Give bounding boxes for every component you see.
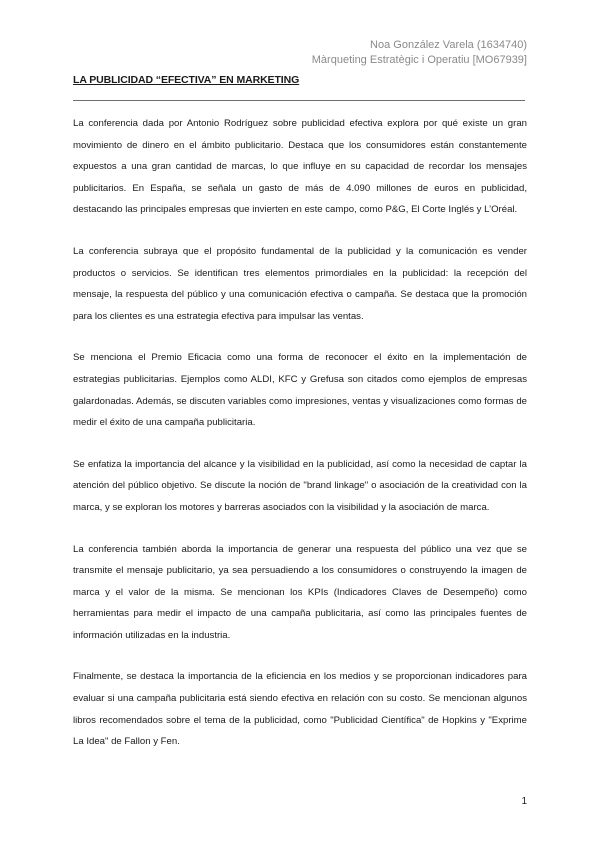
- title-divider: [73, 100, 525, 101]
- paragraph-4: Se enfatiza la importancia del alcance y la visibilidad en la publicidad, así como la necesidad de captar la atención del público objetivo. Se discute la noción de "brand linkage" o asociación de la creatividad con la marca, y se exploran los motores y barreras asociados con la visibilidad y la asociación de marca.: [73, 458, 527, 513]
- page-number: 1: [521, 796, 527, 807]
- paragraph-2: La conferencia subraya que el propósito fundamental de la publicidad y la comunicación es vender productos o servicios. Se identifican tres elementos primordiales en la publicidad: la recepción del mensaje, la respuesta del público y una comunicación efectiva o campaña. Se destaca que la promoción para los clientes es una estrategia efectiva para impulsar las ventas.: [73, 245, 527, 322]
- document-title: LA PUBLICIDAD “EFECTIVA” EN MARKETING: [73, 74, 300, 86]
- document-body: [73, 113, 527, 773]
- paragraph-6: Finalmente, se destaca la importancia de la eficiencia en los medios y se proporcionan indicadores para evaluar si una campaña publicitaria está siendo efectiva en relación con su costo. Se mencionan algunos libros recomendados sobre el tema de la publicidad, como "Publicidad Científica" de Hopkins y "Exprime La Idea" de Fallon y Fen.: [73, 671, 527, 748]
- author-line: Noa González Varela (1634740): [370, 39, 527, 51]
- paragraph-5: La conferencia también aborda la importancia de generar una respuesta del público una vez que se transmite el mensaje publicitario, ya sea persuadiendo a los consumidores o construyendo la imagen de marca y el valor de la misma. Se mencionan los KPIs (Indicadores Claves de Desempeño) como herramientas para medir el impacto de una campaña publicitaria, así como las principales fuentes de información utilizadas en la industria.: [73, 543, 527, 641]
- paragraph-1: La conferencia dada por Antonio Rodríguez sobre publicidad efectiva explora por qué existe un gran movimiento de dinero en el ámbito publicitario. Destaca que los consumidores están constantemente expuestos a una gran cantidad de marcas, lo que influye en su capacidad de recordar los mensajes publicitarios. En España, se señala un gasto de más de 4.090 millones de euros en publicidad, destacando las principales empresas que invierten en este campo, como P&G, El Corte Inglés y L’Oréal.: [73, 118, 527, 216]
- course-line: Màrqueting Estratègic i Operatiu [MO67939]: [311, 54, 527, 66]
- page-header: [312, 38, 527, 68]
- paragraph-3: Se menciona el Premio Eficacia como una forma de reconocer el éxito en la implementación de estrategias publicitarias. Ejemplos como ALDI, KFC y Grefusa son citados como ejemplos de empresas galardonadas. Además, se discuten variables como impresiones, ventas y visualizaciones como formas de medir el éxito de una campaña publicitaria.: [73, 352, 527, 429]
